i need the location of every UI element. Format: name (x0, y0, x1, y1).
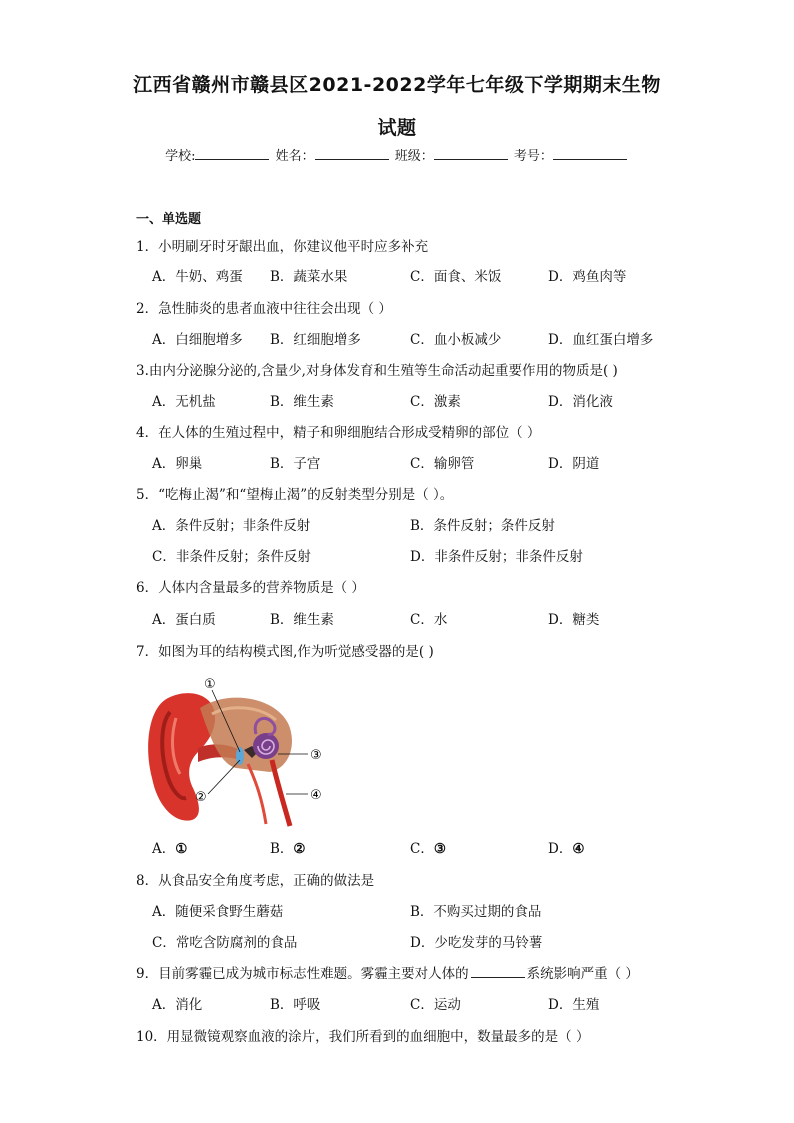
q1-option-b[interactable]: B．蔬菜水果 (270, 269, 348, 285)
q6-option-a[interactable]: A．蛋白质 (152, 612, 216, 628)
section-heading: 一、单选题 (136, 212, 202, 227)
page-title-cont: 试题 (377, 117, 417, 139)
q8-option-c[interactable]: C．常吃含防腐剂的食品 (152, 935, 298, 951)
q2-option-d[interactable]: D．血红蛋白增多 (548, 332, 654, 348)
q2-option-a[interactable]: A．白细胞增多 (152, 332, 243, 348)
q5-option-a[interactable]: A．条件反射；非条件反射 (152, 518, 311, 534)
q7-option-c[interactable] (410, 837, 446, 857)
q1-option-a[interactable]: A．牛奶、鸡蛋 (152, 269, 243, 285)
question-6: 6．人体内含量最多的营养物质是（ ） (136, 580, 365, 596)
figure-label-1: ① (204, 677, 216, 692)
question-5: 5．“吃梅止渴”和“望梅止渴”的反射类型分别是（ ）。 (136, 487, 454, 503)
question-3: 3.由内分泌腺分泌的,含量少,对身体发育和生殖等生命活动起重要作用的物质是( ) (136, 363, 618, 379)
q1-option-d[interactable]: D．鸡鱼肉等 (548, 269, 627, 285)
q3-option-d[interactable]: D．消化液 (548, 394, 613, 410)
eardrum (236, 747, 244, 765)
q7-option-c-mark: ③ (433, 841, 446, 857)
figure-label-4: ④ (310, 788, 322, 803)
q7-option-a-letter: A． (152, 841, 176, 857)
question-8: 8．从食品安全角度考虑，正确的做法是 (136, 873, 375, 889)
school-blank[interactable] (195, 147, 269, 160)
q6-option-d[interactable]: D．糖类 (548, 612, 600, 628)
leader-line-2 (208, 760, 240, 794)
q7-option-d-letter: D． (548, 841, 573, 857)
q9-option-d[interactable]: D．生殖 (548, 997, 600, 1013)
q7-option-d-mark: ④ (572, 841, 585, 857)
class-blank[interactable] (434, 147, 508, 160)
class-label: 班级： (394, 149, 434, 164)
number-label: 考号： (513, 149, 553, 164)
q5-option-b[interactable]: B．条件反射；条件反射 (410, 518, 555, 534)
q3-option-b[interactable]: B．维生素 (270, 394, 334, 410)
name-label: 姓名： (275, 149, 315, 164)
figure-label-2: ② (195, 790, 207, 805)
q6-option-b[interactable]: B．维生素 (270, 612, 334, 628)
q7-option-a[interactable] (152, 837, 187, 857)
eustachian-tube (248, 764, 266, 824)
ear-structure-figure (140, 668, 340, 828)
q9-option-c[interactable]: C．运动 (410, 997, 461, 1013)
q6-option-c[interactable]: C．水 (410, 612, 448, 628)
q8-option-a[interactable]: A．随便采食野生蘑菇 (152, 904, 284, 920)
question-1: 1．小明刷牙时牙龈出血，你建议他平时应多补充 (136, 239, 429, 255)
q9-option-a[interactable]: A．消化 (152, 997, 203, 1013)
question-7: 7．如图为耳的结构模式图,作为听觉感受器的是( ) (136, 644, 434, 660)
q7-option-b[interactable] (270, 837, 306, 857)
q7-option-d[interactable] (548, 837, 584, 857)
auditory-nerve (272, 760, 290, 826)
q2-option-b[interactable]: B．红细胞增多 (270, 332, 361, 348)
q3-option-a[interactable]: A．无机盐 (152, 394, 216, 410)
q5-option-c[interactable]: C．非条件反射；条件反射 (152, 549, 311, 565)
figure-label-3: ③ (310, 748, 322, 763)
name-blank[interactable] (315, 147, 389, 160)
student-info-line (0, 145, 794, 164)
q4-option-c[interactable]: C．输卵管 (410, 456, 475, 472)
question-2: 2．急性肺炎的患者血液中往往会出现（ ） (136, 301, 392, 317)
q7-option-c-letter: C． (410, 841, 434, 857)
question-9 (136, 962, 639, 982)
q7-option-a-mark: ① (175, 841, 188, 857)
cochlea (253, 733, 279, 759)
q2-option-c[interactable]: C．血小板减少 (410, 332, 502, 348)
question-9-blank[interactable] (471, 965, 525, 978)
q7-option-b-letter: B． (270, 841, 294, 857)
question-4: 4．在人体的生殖过程中，精子和卵细胞结合形成受精卵的部位（ ） (136, 425, 541, 441)
q4-option-b[interactable]: B．子宫 (270, 456, 321, 472)
q8-option-b[interactable]: B．不购买过期的食品 (410, 904, 542, 920)
q4-option-a[interactable]: A．卵巢 (152, 456, 203, 472)
q3-option-c[interactable]: C．激素 (410, 394, 461, 410)
question-9-text-after: 系统影响严重（ ） (526, 966, 639, 982)
number-blank[interactable] (553, 147, 627, 160)
q1-option-c[interactable]: C．面食、米饭 (410, 269, 502, 285)
question-9-text-before: 9．目前雾霾已成为城市标志性难题。雾霾主要对人体的 (136, 966, 469, 982)
q8-option-d[interactable]: D．少吃发芽的马铃薯 (410, 935, 543, 951)
page-title: 江西省赣州市赣县区2021-2022学年七年级下学期期末生物 (133, 74, 661, 96)
q4-option-d[interactable]: D．阴道 (548, 456, 600, 472)
q7-option-b-mark: ② (293, 841, 306, 857)
question-10: 10．用显微镜观察血液的涂片，我们所看到的血细胞中，数量最多的是（ ） (136, 1029, 590, 1045)
q5-option-d[interactable]: D．非条件反射；非条件反射 (410, 549, 583, 565)
q9-option-b[interactable]: B．呼吸 (270, 997, 321, 1013)
school-label: 学校: (165, 149, 196, 164)
